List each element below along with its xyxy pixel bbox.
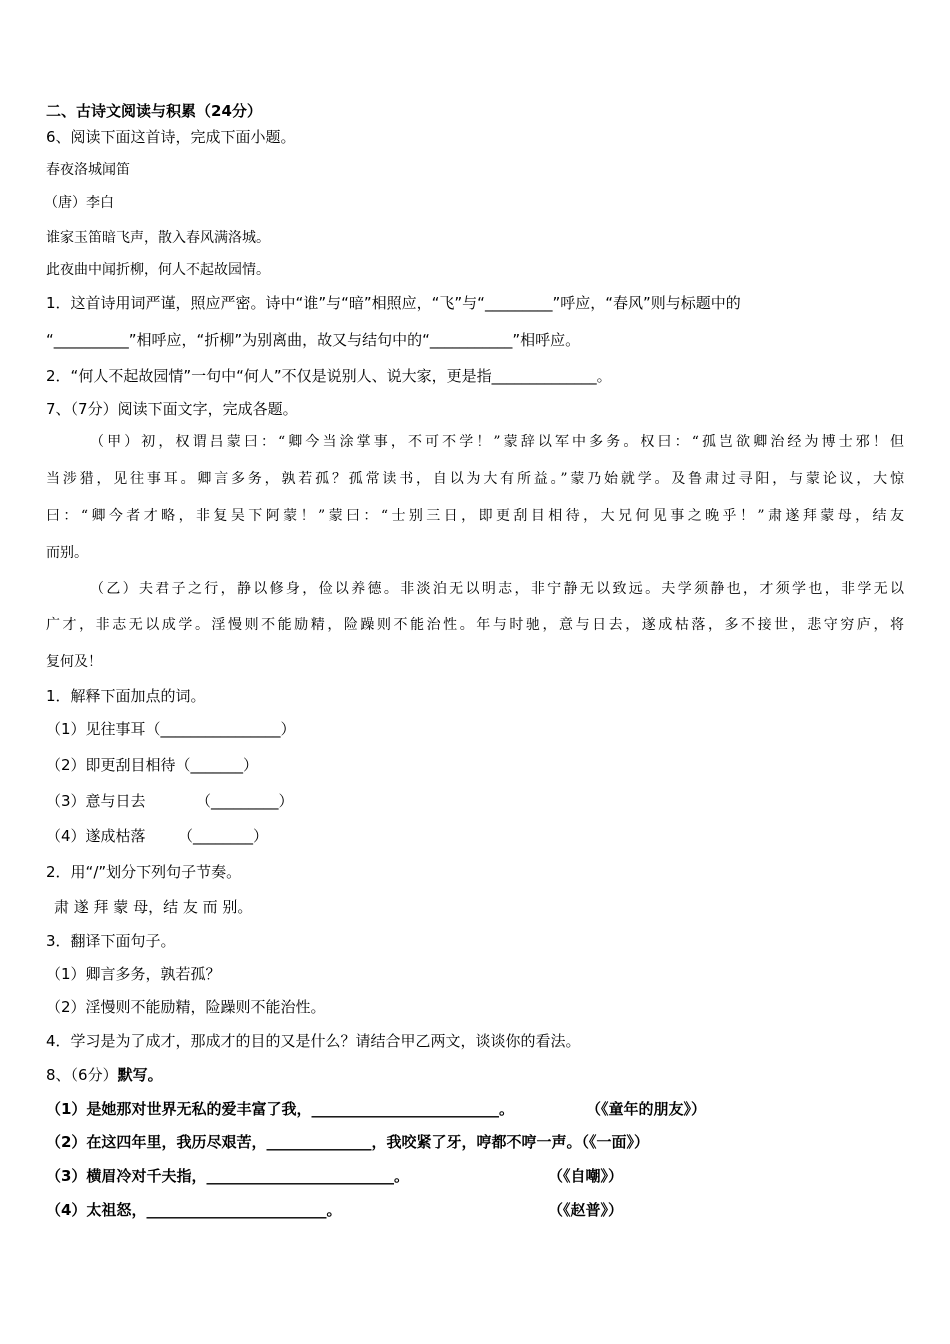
q6-sub2: 2．“何人不起故园情”一句中“何人”不仅是说别人、说大家，更是指______________。: [46, 367, 612, 385]
q8-prompt-number: 8、（6分）: [46, 1066, 118, 1084]
q7-sub3-item-1: （1）卿言多务，孰若孤？: [46, 965, 221, 983]
q7-sub1-item-2: （2）即更刮目相待（_______）: [46, 756, 259, 774]
q8-item-3-source: （《自嘲》）: [548, 1167, 624, 1185]
q8-item-3: （3）横眉冷对千夫指，_________________________。: [46, 1167, 409, 1185]
passage-yi-line-2: 广才，非志无以成学。淫慢则不能励精，险躁则不能治性。年与时驰，意与日去，遂成枯落，多不接世，悲守穷庐，将: [46, 617, 904, 633]
q7-sub1-item-3-blank: （_________）: [196, 792, 294, 810]
q8-item-4-source: （《赵普》）: [548, 1201, 624, 1219]
q6-sub1-line-b: “__________”相呼应，“折柳”为别离曲，故又与结句中的“___________”相呼应。: [46, 331, 581, 349]
q7-sub1: 1．解释下面加点的词。: [46, 687, 206, 705]
q7-sub1-item-3-label: （3）意与日去: [46, 792, 146, 810]
q7-sub2: 2．用“/”划分下列句子节奏。: [46, 863, 242, 881]
poem-title: 春夜洛城闻笛: [46, 162, 130, 178]
q8-item-4: （4）太祖怒，________________________。: [46, 1201, 342, 1219]
poem-line-2: 此夜曲中闻折柳，何人不起故园情。: [46, 262, 270, 278]
passage-yi-line-1: （乙）夫君子之行，静以修身，俭以养德。非淡泊无以明志，非宁静无以致远。夫学须静也，才须学也，非学无以: [90, 581, 904, 597]
q7-sub1-item-4-label: （4）遂成枯落: [46, 827, 146, 845]
q8-prompt-task: 默写。: [117, 1066, 163, 1084]
q7-sub3-item-2: （2）淫慢则不能励精，险躁则不能治性。: [46, 998, 326, 1016]
section-title: 二、古诗文阅读与积累（24分）: [46, 102, 262, 120]
passage-yi-line-3: 复何及！: [46, 654, 102, 670]
q7-sub4: 4．学习是为了成才，那成才的目的又是什么？请结合甲乙两文，谈谈你的看法。: [46, 1032, 581, 1050]
passage-jia-line-4: 而别。: [46, 545, 88, 561]
q7-sub1-item-4-blank: （________）: [178, 827, 269, 845]
q6-sub1-line-a: 1．这首诗用词严谨，照应严密。诗中“谁”与“暗”相照应，“飞”与“_________”呼应，“春风”则与标题中的: [46, 294, 741, 312]
poem-author: （唐）李白: [44, 195, 114, 211]
passage-jia-line-3: 曰：“卿今者才略，非复吴下阿蒙！”蒙曰：“士别三日，即更刮目相待，大兄何见事之晚乎！”肃遂拜蒙母，结友: [46, 508, 904, 524]
passage-jia-line-1: （甲）初，权谓吕蒙曰：“卿今当涂掌事，不可不学！”蒙辞以军中多务。权曰：“孤岂欲卿治经为博士邪！但: [90, 434, 904, 450]
q7-sub1-item-1: （1）见往事耳（________________）: [46, 720, 296, 738]
poem-line-1: 谁家玉笛暗飞声，散入春风满洛城。: [46, 230, 270, 246]
q8-item-1-source: （《童年的朋友》）: [586, 1100, 707, 1118]
q7-sub3: 3．翻译下面句子。: [46, 932, 176, 950]
q7-prompt: 7、（7分）阅读下面文字，完成各题。: [46, 400, 298, 418]
q8-prompt: [46, 1065, 163, 1085]
q8-item-2: （2）在这四年里，我历尽艰苦，______________，我咬紧了牙，哼都不哼一声。（《一面》）: [46, 1133, 649, 1151]
q8-item-1: （1）是她那对世界无私的爱丰富了我，_________________________。: [46, 1100, 514, 1118]
q7-sub2-sentence: 肃 遂 拜 蒙 母，结 友 而 别。: [54, 898, 253, 916]
q6-prompt: 6、阅读下面这首诗，完成下面小题。: [46, 128, 296, 146]
passage-jia-line-2: 当涉猎，见往事耳。卿言多务，孰若孤？孤常读书，自以为大有所益。”蒙乃始就学。及鲁肃过寻阳，与蒙论议，大惊: [46, 471, 904, 487]
